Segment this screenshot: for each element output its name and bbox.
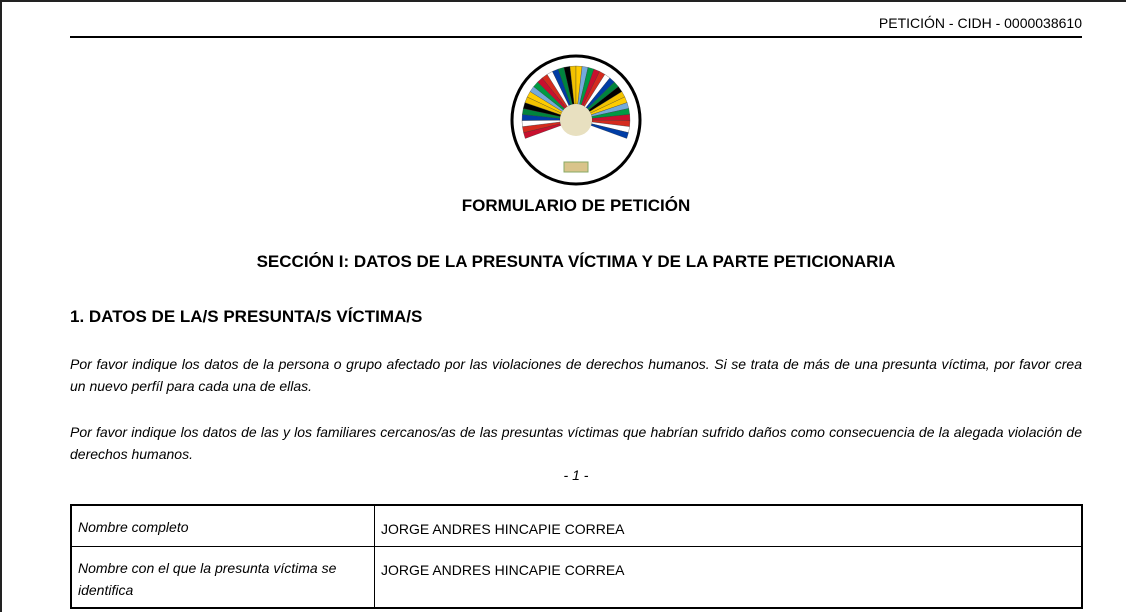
- victims-heading: 1. DATOS DE LA/S PRESUNTA/S VÍCTIMA/S: [70, 307, 423, 326]
- section-title: SECCIÓN I: DATOS DE LA PRESUNTA VÍCTIMA Y DE LA PARTE PETICIONARIA: [256, 252, 896, 271]
- table-row: [71, 547, 1082, 609]
- field-value: JORGE ANDRES HINCAPIE CORREA: [375, 505, 1083, 547]
- field-value: JORGE ANDRES HINCAPIE CORREA: [375, 547, 1083, 609]
- field-label: Nombre completo: [71, 505, 375, 547]
- field-label: Nombre con el que la presunta víctima se identifica: [71, 547, 375, 609]
- form-title: FORMULARIO DE PETICIÓN: [461, 196, 691, 215]
- victim-data-table: [70, 504, 1083, 609]
- instruction-paragraph: Por favor indique los datos de la persona o grupo afectado por las violaciones de derechos humanos. Si se trata de más de una presunta víctima, por favor crea un nuevo perfíl para cada una de ellas.: [70, 356, 1082, 394]
- header-rule: [70, 36, 1082, 38]
- table-row: [71, 505, 1082, 547]
- page-number: - 1 -: [563, 467, 589, 483]
- petition-id: PETICIÓN - CIDH - 0000038610: [878, 15, 1082, 31]
- instruction-paragraph: Por favor indique los datos de las y los familiares cercanos/as de las presuntas víctimas que habrían sufrido daños como consecuencia de la alegada violación de derechos humanos.: [70, 424, 1082, 462]
- oas-seal-logo: [510, 54, 642, 186]
